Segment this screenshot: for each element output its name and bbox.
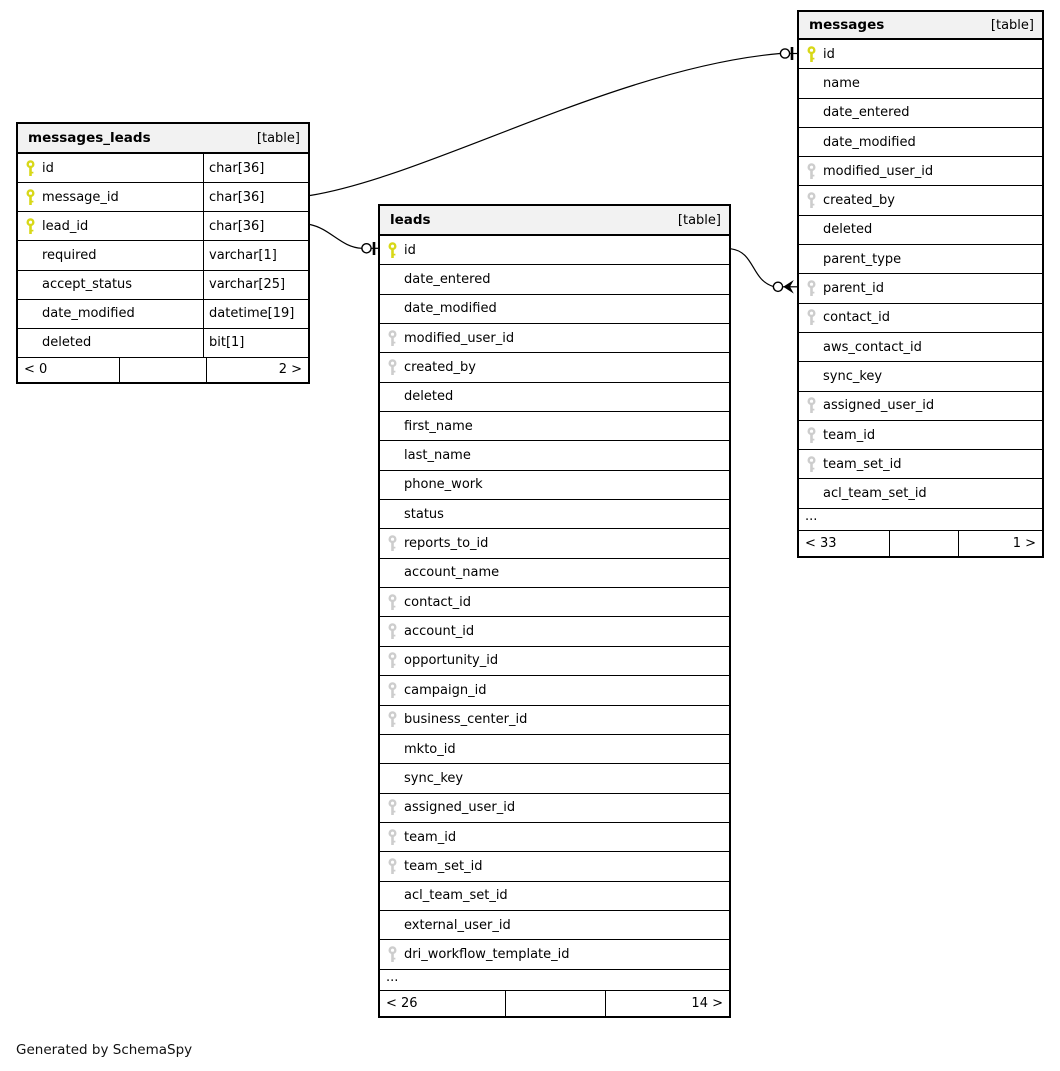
zero-circle-endpoint <box>773 282 782 291</box>
table-header[interactable] <box>380 206 729 236</box>
column-row-account_name <box>380 559 729 588</box>
column-row-deleted <box>18 329 308 358</box>
relation-messages_leads-leads <box>310 225 378 256</box>
column-name: acl_team_set_id <box>404 888 508 904</box>
column-row-date_modified <box>380 295 729 324</box>
column-name: first_name <box>404 418 473 434</box>
column-row-status <box>380 500 729 529</box>
column-name: external_user_id <box>404 917 511 933</box>
generated-by-label: Generated by SchemaSpy <box>16 1042 193 1058</box>
column-name: accept_status <box>42 271 204 299</box>
column-name: team_set_id <box>823 456 902 472</box>
column-row-acl_team_set_id <box>380 882 729 911</box>
column-row-dri_workflow_template_id <box>380 940 729 969</box>
key-glyph <box>806 456 817 473</box>
column-name: assigned_user_id <box>823 398 935 414</box>
zero-circle-endpoint <box>780 49 789 58</box>
footer-children-count: < 26 <box>380 991 506 1016</box>
table-badge: [table] <box>990 17 1034 33</box>
foreign-key-icon <box>380 652 404 669</box>
column-name: created_by <box>404 360 476 376</box>
foreign-key-icon <box>799 309 823 326</box>
foreign-key-icon <box>799 280 823 297</box>
key-glyph <box>387 330 398 347</box>
column-name: acl_team_set_id <box>823 486 927 502</box>
primary-key-icon <box>18 160 42 177</box>
key-glyph <box>387 829 398 846</box>
key-glyph <box>25 218 36 235</box>
column-name: team_set_id <box>404 858 483 874</box>
table-badge: [table] <box>677 212 721 228</box>
column-rows <box>799 40 1042 531</box>
column-row-mkto_id <box>380 735 729 764</box>
column-row-sync_key <box>380 764 729 793</box>
key-glyph <box>387 946 398 963</box>
foreign-key-icon <box>380 330 404 347</box>
key-glyph <box>806 46 817 63</box>
column-type: char[36] <box>209 218 265 234</box>
footer-children-count: < 0 <box>18 358 120 382</box>
foreign-key-icon <box>799 456 823 473</box>
primary-key-icon <box>799 46 823 63</box>
column-row-deleted <box>799 216 1042 245</box>
column-name: reports_to_id <box>404 536 489 552</box>
column-row-account_id <box>380 617 729 646</box>
column-name: account_id <box>404 624 475 640</box>
foreign-key-icon <box>799 427 823 444</box>
column-row-parent_type <box>799 245 1042 274</box>
column-type: datetime[19] <box>209 306 295 322</box>
foreign-key-icon <box>380 829 404 846</box>
column-name: contact_id <box>404 594 472 610</box>
column-row-date_entered <box>380 265 729 294</box>
column-row-id <box>380 236 729 265</box>
column-row-deleted <box>380 383 729 412</box>
table-name[interactable]: messages <box>809 17 885 33</box>
column-type: char[36] <box>209 189 265 205</box>
column-name: team_id <box>823 427 876 443</box>
key-glyph <box>25 189 36 206</box>
column-row-contact_id <box>799 304 1042 333</box>
column-row-contact_id <box>380 588 729 617</box>
column-row-id <box>799 40 1042 69</box>
key-glyph <box>25 160 36 177</box>
column-name: date_modified <box>404 301 497 317</box>
column-name: created_by <box>823 193 895 209</box>
table-footer <box>380 991 729 1016</box>
key-glyph <box>387 594 398 611</box>
column-name: date_entered <box>404 272 491 288</box>
table-name[interactable]: leads <box>390 212 431 228</box>
table-messages_leads[interactable] <box>16 122 310 384</box>
column-row-parent_id <box>799 274 1042 303</box>
column-name: modified_user_id <box>404 330 515 346</box>
primary-key-icon <box>18 189 42 206</box>
column-row-opportunity_id <box>380 647 729 676</box>
column-row-last_name <box>380 441 729 470</box>
footer-parents-count: 14 > <box>691 995 723 1011</box>
column-name: last_name <box>404 448 471 464</box>
column-name: message_id <box>42 183 204 211</box>
foreign-key-icon <box>380 535 404 552</box>
foreign-key-icon <box>799 192 823 209</box>
column-type: varchar[1] <box>209 247 277 263</box>
foreign-key-icon <box>380 799 404 816</box>
key-glyph <box>387 858 398 875</box>
column-name: sync_key <box>404 770 464 786</box>
table-header[interactable] <box>799 12 1042 40</box>
primary-key-icon <box>380 242 404 259</box>
column-name: phone_work <box>404 477 483 493</box>
table-messages[interactable] <box>797 10 1044 558</box>
column-row-created_by <box>799 186 1042 215</box>
column-row-team_id <box>380 823 729 852</box>
column-name: campaign_id <box>404 682 487 698</box>
column-name: opportunity_id <box>404 653 499 669</box>
column-name: parent_type <box>823 251 902 267</box>
column-name: date_modified <box>823 134 916 150</box>
column-row-team_id <box>799 421 1042 450</box>
column-row-date_entered <box>799 99 1042 128</box>
column-row-first_name <box>380 412 729 441</box>
key-glyph <box>806 280 817 297</box>
column-name: deleted <box>42 329 204 357</box>
column-name: deleted <box>404 389 454 405</box>
table-leads[interactable] <box>378 204 731 1018</box>
foreign-key-icon <box>799 163 823 180</box>
foreign-key-icon <box>380 711 404 728</box>
column-row-lead_id <box>18 212 308 241</box>
column-name: contact_id <box>823 310 891 326</box>
column-name: date_entered <box>823 105 910 121</box>
key-glyph <box>387 359 398 376</box>
column-name: status <box>404 506 444 522</box>
column-name: aws_contact_id <box>823 339 922 355</box>
foreign-key-icon <box>380 359 404 376</box>
relation-messages_leads-messages <box>310 47 797 196</box>
column-type: bit[1] <box>209 335 245 351</box>
column-row-id <box>18 154 308 183</box>
column-rows <box>380 236 729 991</box>
column-row-name <box>799 69 1042 98</box>
table-header[interactable] <box>18 124 308 154</box>
column-name: required <box>42 241 204 269</box>
column-row-assigned_user_id <box>380 794 729 823</box>
column-row-phone_work <box>380 471 729 500</box>
column-name: mkto_id <box>404 741 456 757</box>
column-name: id <box>42 154 204 182</box>
column-row-reports_to_id <box>380 529 729 558</box>
column-row-campaign_id <box>380 676 729 705</box>
column-name: id <box>404 242 416 258</box>
column-name: dri_workflow_template_id <box>404 946 570 962</box>
key-glyph <box>806 163 817 180</box>
foreign-key-icon <box>380 946 404 963</box>
column-row-modified_user_id <box>380 324 729 353</box>
column-row-modified_user_id <box>799 157 1042 186</box>
footer-parents-count: 2 > <box>278 362 302 378</box>
column-row-aws_contact_id <box>799 333 1042 362</box>
ellipsis-row: ... <box>380 970 729 991</box>
column-row-date_modified <box>799 128 1042 157</box>
key-glyph <box>806 309 817 326</box>
primary-key-icon <box>18 218 42 235</box>
ellipsis-row: ... <box>799 509 1042 531</box>
key-glyph <box>387 652 398 669</box>
column-name: parent_id <box>823 281 884 297</box>
column-row-required <box>18 241 308 270</box>
footer-middle-cell <box>120 358 207 382</box>
footer-middle-cell <box>506 991 606 1016</box>
column-type: char[36] <box>209 160 265 176</box>
footer-children-count: < 33 <box>799 531 890 556</box>
key-glyph <box>806 427 817 444</box>
foreign-key-icon <box>799 397 823 414</box>
column-name: sync_key <box>823 368 883 384</box>
key-glyph <box>387 799 398 816</box>
column-name: account_name <box>404 565 500 581</box>
key-glyph <box>387 711 398 728</box>
foreign-key-icon <box>380 623 404 640</box>
column-row-external_user_id <box>380 911 729 940</box>
column-name: team_id <box>404 829 457 845</box>
footer-middle-cell <box>890 531 959 556</box>
column-row-date_modified <box>18 300 308 329</box>
column-name: assigned_user_id <box>404 800 516 816</box>
key-glyph <box>806 397 817 414</box>
foreign-key-icon <box>380 594 404 611</box>
relation-leads-messages <box>731 249 797 294</box>
column-rows <box>18 154 308 358</box>
key-glyph <box>387 623 398 640</box>
column-name: name <box>823 75 860 91</box>
column-type: varchar[25] <box>209 277 286 293</box>
key-glyph <box>387 535 398 552</box>
key-glyph <box>387 682 398 699</box>
foreign-key-icon <box>380 682 404 699</box>
column-name: lead_id <box>42 212 204 240</box>
table-badge: [table] <box>256 130 300 146</box>
column-row-acl_team_set_id <box>799 479 1042 508</box>
key-glyph <box>387 242 398 259</box>
table-footer <box>18 358 308 382</box>
column-row-accept_status <box>18 271 308 300</box>
footer-parents-count: 1 > <box>1012 535 1036 551</box>
table-name[interactable]: messages_leads <box>28 130 151 146</box>
column-row-message_id <box>18 183 308 212</box>
column-row-assigned_user_id <box>799 392 1042 421</box>
table-footer <box>799 531 1042 556</box>
column-name: id <box>823 46 835 62</box>
key-glyph <box>806 192 817 209</box>
foreign-key-icon <box>380 858 404 875</box>
column-name: business_center_id <box>404 712 528 728</box>
zero-circle-endpoint <box>362 244 371 253</box>
column-row-created_by <box>380 353 729 382</box>
column-name: deleted <box>823 222 873 238</box>
column-row-team_set_id <box>799 450 1042 479</box>
column-name: modified_user_id <box>823 163 934 179</box>
column-row-team_set_id <box>380 852 729 881</box>
column-row-sync_key <box>799 362 1042 391</box>
column-name: date_modified <box>42 300 204 328</box>
column-row-business_center_id <box>380 706 729 735</box>
